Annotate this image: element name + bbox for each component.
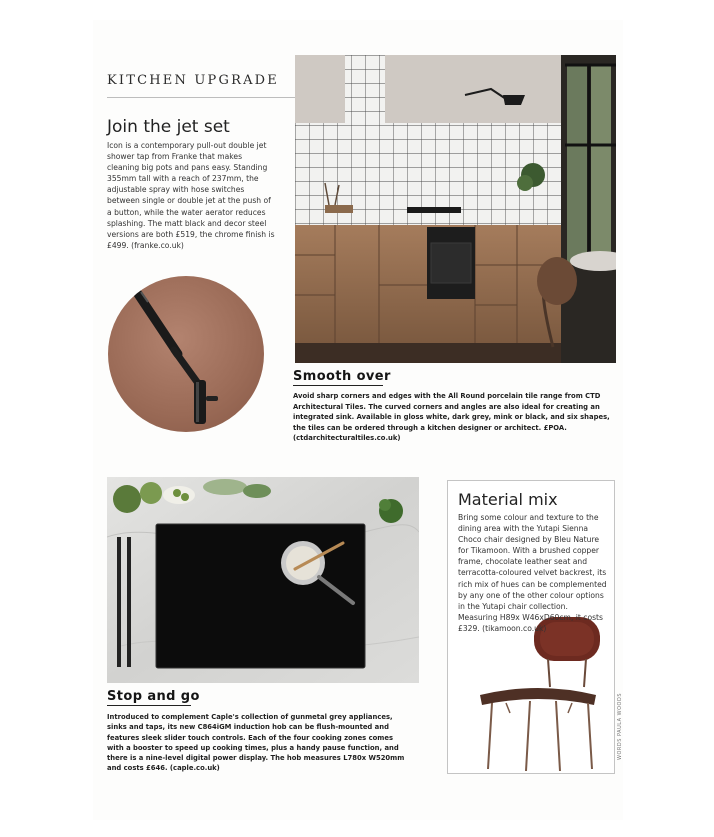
- hob-illustration: [107, 477, 419, 683]
- photo-credit: WORDS PAULA WOODS: [617, 693, 623, 760]
- join-title: Join the jet set: [107, 117, 230, 137]
- join-body: Icon is a contemporary pull-out double jet shower tap from Franke that makes cleaning big pots and pans easy. Standing 355mm tall with a reach of 237mm, the adjustable spray with hose switches between single or double jet at the push of a button, while the water aerator reduces splashing. The matt black and decor steel versions are both £519, the chrome finish is £499. (franke.co.uk): [107, 141, 275, 250]
- stop-underline: [107, 705, 191, 706]
- section-rule: [107, 97, 295, 98]
- kitchen-illustration: [295, 55, 616, 363]
- stop-title: Stop and go: [107, 689, 200, 704]
- kitchen-photo: [295, 55, 616, 363]
- stop-body: Introduced to complement Caple's collection of gunmetal grey appliances, sinks and taps, its new C864iGM induction hob can be flush-mounted and features sleek slider touch controls. Each of the four cooking zones comes with a booster to speed up cooking times, plus a handy pause function, and there is a nine-level digital power display. The hob measures L780x W520mm and costs £646. (caple.co.uk): [107, 713, 405, 773]
- hob-photo: [107, 477, 419, 683]
- material-body: Bring some colour and texture to the dining area with the Yutapi Sienna Choco chair designed by Bleu Nature for Tikamoon. With a brushed copper frame, chocolate leather seat and terracotta-coloured velvet backrest, its rich mix of hues can be complemented by any one of the other colour options in the Yutapi chair collection. Measuring H89x W46xD60cm, it costs £329. (tikamoon.co.uk): [458, 513, 607, 633]
- smooth-title: Smooth over: [293, 369, 391, 384]
- material-title: Material mix: [458, 490, 558, 509]
- tap-photo: [108, 276, 264, 432]
- smooth-underline: [293, 385, 383, 386]
- smooth-body: Avoid sharp corners and edges with the All Round porcelain tile range from CTD Architectural Tiles. The curved corners and angles are also ideal for creating an integrated sink. Available in gloss white, dark grey, mink or black, and six shapes, the tiles can be ordered through a kitchen designer or architect. £POA. (ctdarchitecturaltiles.co.uk): [293, 392, 610, 442]
- section-label: KITCHEN UPGRADE: [107, 73, 279, 88]
- tap-icon: [108, 276, 264, 432]
